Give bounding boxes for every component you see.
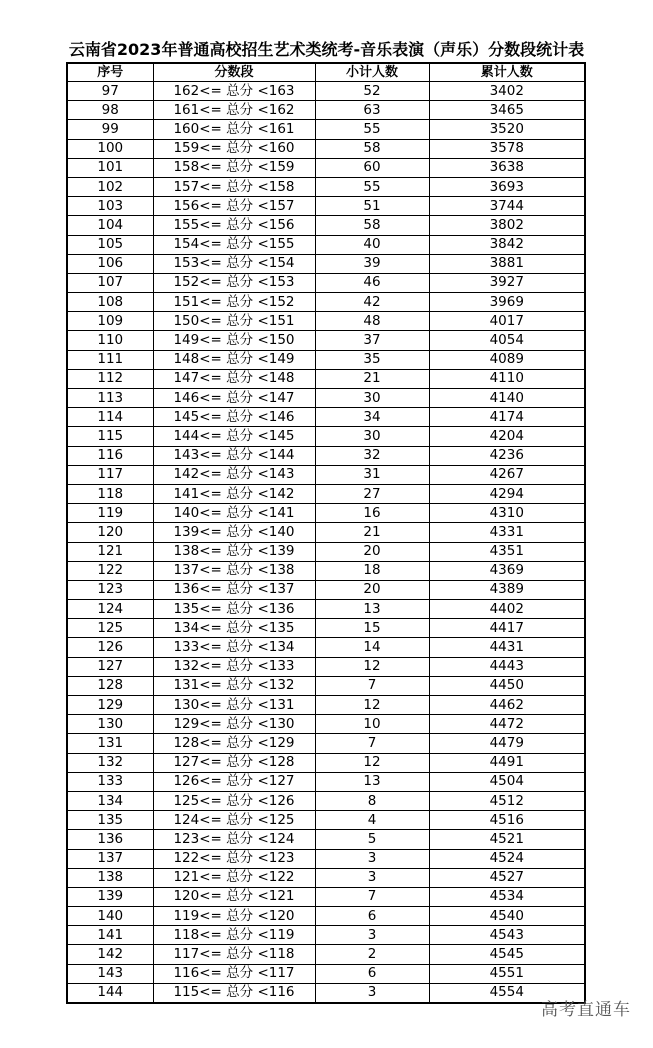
- cumulative-cell: 4543: [429, 926, 585, 945]
- table-row: [67, 811, 585, 830]
- score-range-cell: 140<= 总分 <141: [153, 504, 315, 523]
- count-cell: 5: [315, 830, 429, 849]
- table-row: [67, 331, 585, 350]
- cumulative-cell: 4431: [429, 638, 585, 657]
- table-row: [67, 830, 585, 849]
- table-row: [67, 926, 585, 945]
- seq-cell: 120: [67, 523, 153, 542]
- cumulative-cell: 3744: [429, 197, 585, 216]
- seq-cell: 105: [67, 235, 153, 254]
- table-row: [67, 504, 585, 523]
- score-range-cell: 135<= 总分 <136: [153, 600, 315, 619]
- table-row: [67, 945, 585, 964]
- count-cell: 4: [315, 811, 429, 830]
- score-range-cell: 117<= 总分 <118: [153, 945, 315, 964]
- seq-cell: 141: [67, 926, 153, 945]
- score-range-cell: 145<= 总分 <146: [153, 408, 315, 427]
- seq-cell: 111: [67, 350, 153, 369]
- cumulative-cell: 3520: [429, 120, 585, 139]
- score-range-cell: 115<= 总分 <116: [153, 983, 315, 1003]
- score-range-cell: 122<= 总分 <123: [153, 849, 315, 868]
- score-range-cell: 120<= 总分 <121: [153, 887, 315, 906]
- table-body: [67, 82, 585, 1004]
- score-range-cell: 147<= 总分 <148: [153, 369, 315, 388]
- table-row: [67, 580, 585, 599]
- count-cell: 18: [315, 561, 429, 580]
- seq-cell: 143: [67, 964, 153, 983]
- count-cell: 32: [315, 446, 429, 465]
- seq-cell: 119: [67, 504, 153, 523]
- cumulative-cell: 4174: [429, 408, 585, 427]
- table-row: [67, 791, 585, 810]
- seq-cell: 98: [67, 101, 153, 120]
- seq-cell: 122: [67, 561, 153, 580]
- cumulative-cell: 4331: [429, 523, 585, 542]
- score-range-cell: 131<= 总分 <132: [153, 676, 315, 695]
- count-cell: 13: [315, 600, 429, 619]
- count-cell: 6: [315, 964, 429, 983]
- seq-cell: 117: [67, 465, 153, 484]
- count-cell: 63: [315, 101, 429, 120]
- count-cell: 7: [315, 734, 429, 753]
- score-range-cell: 157<= 总分 <158: [153, 177, 315, 196]
- cumulative-cell: 4417: [429, 619, 585, 638]
- score-range-cell: 156<= 总分 <157: [153, 197, 315, 216]
- cumulative-cell: 3465: [429, 101, 585, 120]
- count-cell: 42: [315, 293, 429, 312]
- score-range-cell: 152<= 总分 <153: [153, 273, 315, 292]
- count-cell: 12: [315, 657, 429, 676]
- seq-cell: 107: [67, 273, 153, 292]
- cumulative-cell: 4504: [429, 772, 585, 791]
- count-cell: 55: [315, 120, 429, 139]
- count-cell: 51: [315, 197, 429, 216]
- score-range-cell: 138<= 总分 <139: [153, 542, 315, 561]
- table-row: [67, 293, 585, 312]
- table-row: [67, 408, 585, 427]
- score-range-cell: 155<= 总分 <156: [153, 216, 315, 235]
- watermark: 高考直通车: [541, 1000, 631, 1020]
- score-range-cell: 143<= 总分 <144: [153, 446, 315, 465]
- score-range-cell: 144<= 总分 <145: [153, 427, 315, 446]
- seq-cell: 140: [67, 907, 153, 926]
- count-cell: 35: [315, 350, 429, 369]
- count-cell: 52: [315, 82, 429, 101]
- table-row: [67, 523, 585, 542]
- table-row: [67, 907, 585, 926]
- table-row: [67, 465, 585, 484]
- table-row: [67, 369, 585, 388]
- count-cell: 27: [315, 484, 429, 503]
- table-row: [67, 446, 585, 465]
- score-range-cell: 130<= 总分 <131: [153, 696, 315, 715]
- table-row: [67, 657, 585, 676]
- table-row: [67, 561, 585, 580]
- table-row: [67, 101, 585, 120]
- cumulative-cell: 3927: [429, 273, 585, 292]
- score-range-cell: 133<= 总分 <134: [153, 638, 315, 657]
- table-row: [67, 139, 585, 158]
- count-cell: 21: [315, 523, 429, 542]
- table-row: [67, 619, 585, 638]
- seq-cell: 136: [67, 830, 153, 849]
- count-cell: 7: [315, 676, 429, 695]
- table-row: [67, 676, 585, 695]
- count-cell: 13: [315, 772, 429, 791]
- score-range-cell: 159<= 总分 <160: [153, 139, 315, 158]
- seq-cell: 133: [67, 772, 153, 791]
- table-row: [67, 484, 585, 503]
- cumulative-cell: 4491: [429, 753, 585, 772]
- table-row: [67, 197, 585, 216]
- count-cell: 8: [315, 791, 429, 810]
- seq-cell: 121: [67, 542, 153, 561]
- score-range-cell: 146<= 总分 <147: [153, 389, 315, 408]
- score-range-cell: 160<= 总分 <161: [153, 120, 315, 139]
- header-row: [67, 63, 585, 82]
- cumulative-cell: 3969: [429, 293, 585, 312]
- table-row: [67, 235, 585, 254]
- seq-cell: 123: [67, 580, 153, 599]
- cumulative-cell: 4351: [429, 542, 585, 561]
- seq-cell: 126: [67, 638, 153, 657]
- seq-cell: 134: [67, 791, 153, 810]
- table-row: [67, 273, 585, 292]
- cumulative-cell: 4089: [429, 350, 585, 369]
- table-row: [67, 887, 585, 906]
- cumulative-cell: 4236: [429, 446, 585, 465]
- cumulative-cell: 4462: [429, 696, 585, 715]
- seq-cell: 144: [67, 983, 153, 1003]
- seq-cell: 135: [67, 811, 153, 830]
- table-row: [67, 389, 585, 408]
- seq-cell: 130: [67, 715, 153, 734]
- score-range-cell: 141<= 总分 <142: [153, 484, 315, 503]
- table-row: [67, 427, 585, 446]
- table-row: [67, 696, 585, 715]
- count-cell: 6: [315, 907, 429, 926]
- score-range-cell: 121<= 总分 <122: [153, 868, 315, 887]
- seq-cell: 116: [67, 446, 153, 465]
- cumulative-cell: 4389: [429, 580, 585, 599]
- score-range-cell: 118<= 总分 <119: [153, 926, 315, 945]
- table-row: [67, 177, 585, 196]
- count-cell: 14: [315, 638, 429, 657]
- count-cell: 16: [315, 504, 429, 523]
- seq-cell: 114: [67, 408, 153, 427]
- seq-cell: 97: [67, 82, 153, 101]
- count-cell: 10: [315, 715, 429, 734]
- cumulative-cell: 4540: [429, 907, 585, 926]
- cumulative-cell: 4516: [429, 811, 585, 830]
- seq-cell: 110: [67, 331, 153, 350]
- seq-cell: 118: [67, 484, 153, 503]
- table-row: [67, 120, 585, 139]
- table-row: [67, 715, 585, 734]
- cumulative-cell: 4472: [429, 715, 585, 734]
- score-range-cell: 128<= 总分 <129: [153, 734, 315, 753]
- count-cell: 3: [315, 983, 429, 1003]
- count-cell: 12: [315, 696, 429, 715]
- score-range-cell: 154<= 总分 <155: [153, 235, 315, 254]
- cumulative-cell: 4534: [429, 887, 585, 906]
- count-cell: 21: [315, 369, 429, 388]
- table-row: [67, 542, 585, 561]
- table-row: [67, 753, 585, 772]
- cumulative-cell: 4054: [429, 331, 585, 350]
- seq-cell: 115: [67, 427, 153, 446]
- score-distribution-table: [66, 62, 586, 1004]
- seq-cell: 99: [67, 120, 153, 139]
- table-row: [67, 868, 585, 887]
- cumulative-cell: 3638: [429, 158, 585, 177]
- seq-cell: 103: [67, 197, 153, 216]
- seq-cell: 102: [67, 177, 153, 196]
- cumulative-cell: 4402: [429, 600, 585, 619]
- table-header: [67, 63, 585, 82]
- score-range-cell: 139<= 总分 <140: [153, 523, 315, 542]
- table-row: [67, 600, 585, 619]
- cumulative-cell: 3578: [429, 139, 585, 158]
- seq-cell: 108: [67, 293, 153, 312]
- score-range-cell: 126<= 总分 <127: [153, 772, 315, 791]
- cumulative-cell: 4527: [429, 868, 585, 887]
- count-cell: 3: [315, 926, 429, 945]
- header-seq: 序号: [67, 63, 153, 82]
- seq-cell: 128: [67, 676, 153, 695]
- score-range-cell: 149<= 总分 <150: [153, 331, 315, 350]
- table-row: [67, 983, 585, 1003]
- score-range-cell: 132<= 总分 <133: [153, 657, 315, 676]
- score-range-cell: 116<= 总分 <117: [153, 964, 315, 983]
- score-range-cell: 127<= 总分 <128: [153, 753, 315, 772]
- count-cell: 20: [315, 542, 429, 561]
- count-cell: 58: [315, 216, 429, 235]
- cumulative-cell: 3842: [429, 235, 585, 254]
- cumulative-cell: 3881: [429, 254, 585, 273]
- score-range-cell: 150<= 总分 <151: [153, 312, 315, 331]
- cumulative-cell: 4479: [429, 734, 585, 753]
- header-score-range: 分数段: [153, 63, 315, 82]
- count-cell: 2: [315, 945, 429, 964]
- seq-cell: 125: [67, 619, 153, 638]
- cumulative-cell: 4551: [429, 964, 585, 983]
- seq-cell: 101: [67, 158, 153, 177]
- score-range-cell: 124<= 总分 <125: [153, 811, 315, 830]
- seq-cell: 109: [67, 312, 153, 331]
- cumulative-cell: 4204: [429, 427, 585, 446]
- cumulative-cell: 4140: [429, 389, 585, 408]
- cumulative-cell: 3802: [429, 216, 585, 235]
- seq-cell: 138: [67, 868, 153, 887]
- cumulative-cell: 4450: [429, 676, 585, 695]
- count-cell: 48: [315, 312, 429, 331]
- seq-cell: 129: [67, 696, 153, 715]
- seq-cell: 100: [67, 139, 153, 158]
- header-cumulative: 累计人数: [429, 63, 585, 82]
- table-row: [67, 216, 585, 235]
- cumulative-cell: 4524: [429, 849, 585, 868]
- cumulative-cell: 4017: [429, 312, 585, 331]
- count-cell: 3: [315, 868, 429, 887]
- score-range-cell: 142<= 总分 <143: [153, 465, 315, 484]
- seq-cell: 124: [67, 600, 153, 619]
- table-row: [67, 82, 585, 101]
- count-cell: 7: [315, 887, 429, 906]
- table-row: [67, 849, 585, 868]
- score-range-cell: 162<= 总分 <163: [153, 82, 315, 101]
- table-row: [67, 350, 585, 369]
- seq-cell: 131: [67, 734, 153, 753]
- count-cell: 12: [315, 753, 429, 772]
- score-range-cell: 158<= 总分 <159: [153, 158, 315, 177]
- seq-cell: 127: [67, 657, 153, 676]
- score-range-cell: 119<= 总分 <120: [153, 907, 315, 926]
- cumulative-cell: 3402: [429, 82, 585, 101]
- score-range-cell: 161<= 总分 <162: [153, 101, 315, 120]
- count-cell: 34: [315, 408, 429, 427]
- score-range-cell: 136<= 总分 <137: [153, 580, 315, 599]
- count-cell: 20: [315, 580, 429, 599]
- cumulative-cell: 4521: [429, 830, 585, 849]
- table-row: [67, 734, 585, 753]
- count-cell: 3: [315, 849, 429, 868]
- table-row: [67, 964, 585, 983]
- score-range-cell: 148<= 总分 <149: [153, 350, 315, 369]
- seq-cell: 142: [67, 945, 153, 964]
- table-row: [67, 254, 585, 273]
- cumulative-cell: 4110: [429, 369, 585, 388]
- cumulative-cell: 4545: [429, 945, 585, 964]
- count-cell: 37: [315, 331, 429, 350]
- count-cell: 60: [315, 158, 429, 177]
- seq-cell: 139: [67, 887, 153, 906]
- seq-cell: 106: [67, 254, 153, 273]
- count-cell: 31: [315, 465, 429, 484]
- cumulative-cell: 4554: [429, 983, 585, 1003]
- score-range-cell: 151<= 总分 <152: [153, 293, 315, 312]
- count-cell: 15: [315, 619, 429, 638]
- score-range-cell: 134<= 总分 <135: [153, 619, 315, 638]
- cumulative-cell: 4369: [429, 561, 585, 580]
- score-range-cell: 137<= 总分 <138: [153, 561, 315, 580]
- seq-cell: 132: [67, 753, 153, 772]
- seq-cell: 137: [67, 849, 153, 868]
- count-cell: 46: [315, 273, 429, 292]
- score-range-cell: 125<= 总分 <126: [153, 791, 315, 810]
- count-cell: 30: [315, 389, 429, 408]
- count-cell: 39: [315, 254, 429, 273]
- count-cell: 30: [315, 427, 429, 446]
- cumulative-cell: 4294: [429, 484, 585, 503]
- cumulative-cell: 4443: [429, 657, 585, 676]
- count-cell: 40: [315, 235, 429, 254]
- table-row: [67, 158, 585, 177]
- score-range-cell: 129<= 总分 <130: [153, 715, 315, 734]
- cumulative-cell: 4512: [429, 791, 585, 810]
- cumulative-cell: 4310: [429, 504, 585, 523]
- table-row: [67, 312, 585, 331]
- table-row: [67, 638, 585, 657]
- cumulative-cell: 3693: [429, 177, 585, 196]
- cumulative-cell: 4267: [429, 465, 585, 484]
- seq-cell: 112: [67, 369, 153, 388]
- page-title: 云南省2023年普通高校招生艺术类统考-音乐表演（声乐）分数段统计表: [68, 40, 585, 59]
- header-count: 小计人数: [315, 63, 429, 82]
- score-range-cell: 123<= 总分 <124: [153, 830, 315, 849]
- seq-cell: 113: [67, 389, 153, 408]
- count-cell: 55: [315, 177, 429, 196]
- count-cell: 58: [315, 139, 429, 158]
- score-range-cell: 153<= 总分 <154: [153, 254, 315, 273]
- table-row: [67, 772, 585, 791]
- seq-cell: 104: [67, 216, 153, 235]
